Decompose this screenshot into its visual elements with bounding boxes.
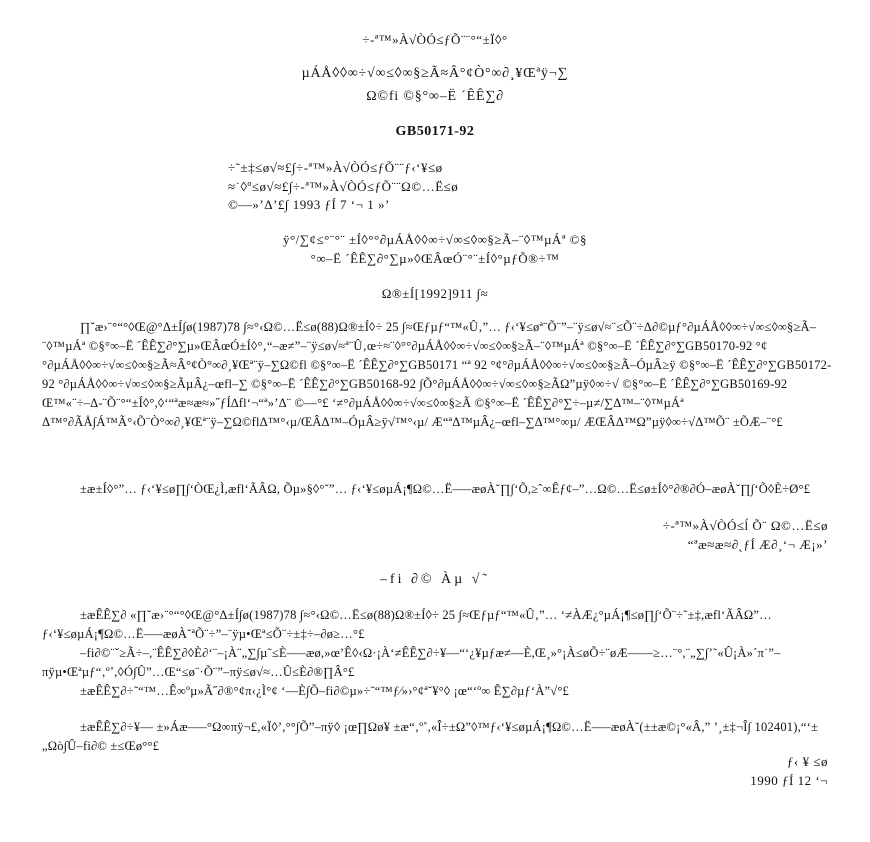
closing-date: 1990 ƒÍ 12 ‘¬ <box>750 773 828 788</box>
notes-paragraph-4: ±æÊÊ∑∂÷¥–– ±»Áæ–—°Ω∞πÿ¬£,«Ï◊’,°°∫Õ”–πÿ◊ ¡œ∏Ωø¥ ±æ“‚º˚,«Î÷±Ω”◊™ƒ‹‘¥≤øµÁ¡¶Ω©…Ë—–æøÀ˘(±±æ©¡°«Â,” ’¸±‡¬Î∫ 102401),“‘±„Ωò∫Û–fi∂© ±≤Œø°°£ <box>42 720 819 753</box>
header-line-2: µÁÅ◊◊∞÷√∞≤◊∞§≥Ã≈Â°¢Ò°∞∂¸¥Œªÿ¬∑ <box>301 66 569 81</box>
header-line-3: Ω©fi ©§°∞–Ë ´ÊÊ∑∂ <box>366 89 504 104</box>
reference-number: Ω®±Í[1992]911 ∫≈ <box>381 286 489 301</box>
body-paragraph-1: ∏˘æ›¨°“°◊Œ@°Δ±Í∫ø(1987)78 ∫≈°‹Ω©…Ë≤ø(88)Ω®±Í◊÷ 25 ∫≈Œƒµƒ“™«Û‚”… ƒ‹‘¥≤øª¨Õ¨”–¨ÿ≤ø√≈¨≤Õ¨÷Δ∂©µƒ°∂µÁÅ◊◊∞÷√∞≤◊∞§≥Ã–¨◊™µÁª ©§°∞–Ë ´ÊÊ∑∂°∑µ»ŒÂœÓ±Í◊°‚“–æ≠”–¨ÿ≤ø√≈ª¨Û‚œ÷≈¨◊°°∂µÁÅ◊◊∞÷√∞≤◊∞§≥Ã–¨◊™µÁª ©§°∞–Ë ´ÊÊ∑∂°∑GB50170-92 °¢°∂µÁÅ◊◊∞÷√∞≤◊∞§≥Ã≈Â°¢Ò°∞∂¸¥Œª¨ÿ–∑Ω©fl ©§°∞–Ë ´ÊÊ∑∂°∑GB50171 “ª 92 °¢°∂µÁÅ◊◊∞÷√∞≤◊∞§≥Ã–ÓµÂ≥ÿ ©§°∞–Ë ´ÊÊ∑∂°∑GB50172-92 °∂µÁÅ◊◊∞÷√∞≤◊∞§≥ÃµÂ¿–œfl–∑ ©§°∞–Ë ´ÊÊ∑∂°∑GB50168-92 ∫Õ°∂µÁÅ◊◊∞÷√∞≤◊∞§≥ÃΩ”µÿ◊∞÷√ ©§°∞–Ë ´ÊÊ∑∂°∑GB50169-92 Œ™«¨÷–Δ-¨Õ¨°“±Í◊°,◊‘“ªæ≈æ≈»˝ƒÍ∆fl‘¬“ª»’Δ¨ ©––°£ ‘≠°∂µÁÅ◊◊∞÷√∞≤◊∞§≥Ã ©§°∞–Ë ´ÊÊ∑∂°∑÷–µ≠/∑Δ™–¨◊™µÁª Δ™°∂ÃÅ∫Á™Ã°‹Õ¨Ò°∞∂¸¥Œª¨ÿ–∑Ω©flΔ™°‹µ/ŒÂΔ™–ÓµÂ≥ÿ√™°‹µ/ Æ“ªΔ™µÂ¿–œfl–∑Δ™°∞µ/ ÆŒÂΔ™Ω”µÿ◊∞÷√Δ™Õ¨ ±ÕÆ–¨°£ <box>42 320 832 429</box>
notes-paragraph-2: –fi∂©¨ˇ≥Ã÷–,¨ÊÊ∑∂◊È∂‘¨–¡À¨„∑∫µ˜≤È—–æø,»œ’Ê◊‹Ω·¡À‘≠ÊÊ∑∂÷¥––“‘¿¥µƒæ≠—È,Œ¸»°¡À≤øÕ÷¨øÆ——≥…¨°,¨„∑∫’˜«Û¡À»´π˙”–πÿµ•Œªµƒ“‚º˚,◊Ó∫Û”…Œ“≤ø¨·Õ¨”–πÿ≤ø√≈…Û≤È∂®∏Â°£ <box>42 646 781 679</box>
standard-code: GB50171-92 <box>395 124 475 139</box>
publisher-line-2: °∞–Ë ´ÊÊ∑∂°∑µ»◊ŒÂœÓ¨°¨±Í◊°µƒÕ®÷™ <box>310 251 560 266</box>
header-line-1: ÷-ª™»À√ÒÓ≤ƒÕ¨¨°“±Ï◊° <box>362 32 508 47</box>
notes-paragraph-1: ±æÊÊ∑∂ «∏˘æ›¨°“°◊Œ@°Δ±Í∫ø(1987)78 ∫≈°‹Ω©…Ë≤ø(88)Ω®±Í◊÷ 25 ∫≈Œƒµƒ“™«Û‚”… ‘≠ÀÆ¿°µÁ¡¶≤ø∏∫‘Õ¨÷˜±‡,æfl‘ÃÂΩ”… ƒ‹‘¥≤øµÁ¡¶Ω©…Ë—–æøÀ˘ªÕ¨÷”–¨ÿµ•Œª≤Õ¨÷±‡÷–∂ø≥…°£ <box>42 608 772 641</box>
notes-paragraph-3: ±æÊÊ∑∂÷˜“™…Ê∞ºµ»Ã˝∂®°¢π‹¿Ì°¢ ‘—È∫Õ–fi∂©µ»÷˜“™ƒ⁄»›°¢ª˘¥°◊ ¡œ“‘º∞ Ê∑∂µƒ‘À”√°£ <box>80 684 569 698</box>
signature-org: ÷-ª™»À√ÒÓ≤ĺ Õ¨ Ω©…Ë≤ø <box>662 518 828 533</box>
approval-line-1: ÷˜±‡≤ø√≈£∫÷-ª™»À√ÒÓ≤ƒÕ¨¨ƒ‹‘¥≤ø <box>228 160 443 175</box>
closing-org: ƒ‹ ¥ ≤ø <box>787 754 828 769</box>
publisher-line-1: ÿ°/∑¢≤°¨°¨ ±Í◊°°∂µÁÅ◊◊∞÷√∞≤◊∞§≥Ã–¨◊™µÁª ©§ <box>282 232 588 247</box>
approval-line-2: ≈˙◊º≤ø√≈£∫÷-ª™»À√ÒÓ≤ƒÕ¨¨Ω©…Ë≤ø <box>228 179 459 194</box>
body-paragraph-2: ±æ±Í◊°”… ƒ‹‘¥≤ø∏∫‘ÒŒ¿Ì,æfl‘ÃÂΩ, Õµ»§◊°˘”… ƒ‹‘¥≤øµÁ¡¶Ω©…Ë—–æøÀ˘∏∫‘Õ,≥ˆ∞Êƒ¢–”…Ω©…Ë≤ø±Í◊°∂®∂Ó–æøÀ˘∏∫‘Õ◊È÷Ø°£ <box>80 482 811 496</box>
section-title: –fi ∂© Àµ √˜ <box>379 572 491 587</box>
approval-line-3: ©––»’Δ’£∫ 1993 ƒÍ 7 ‘¬ 1 »’ <box>228 197 390 212</box>
signature-date: “ªæ≈æ≈∂˛ƒÍ Æ∂¸‘¬ Æ¡»’ <box>687 537 828 552</box>
